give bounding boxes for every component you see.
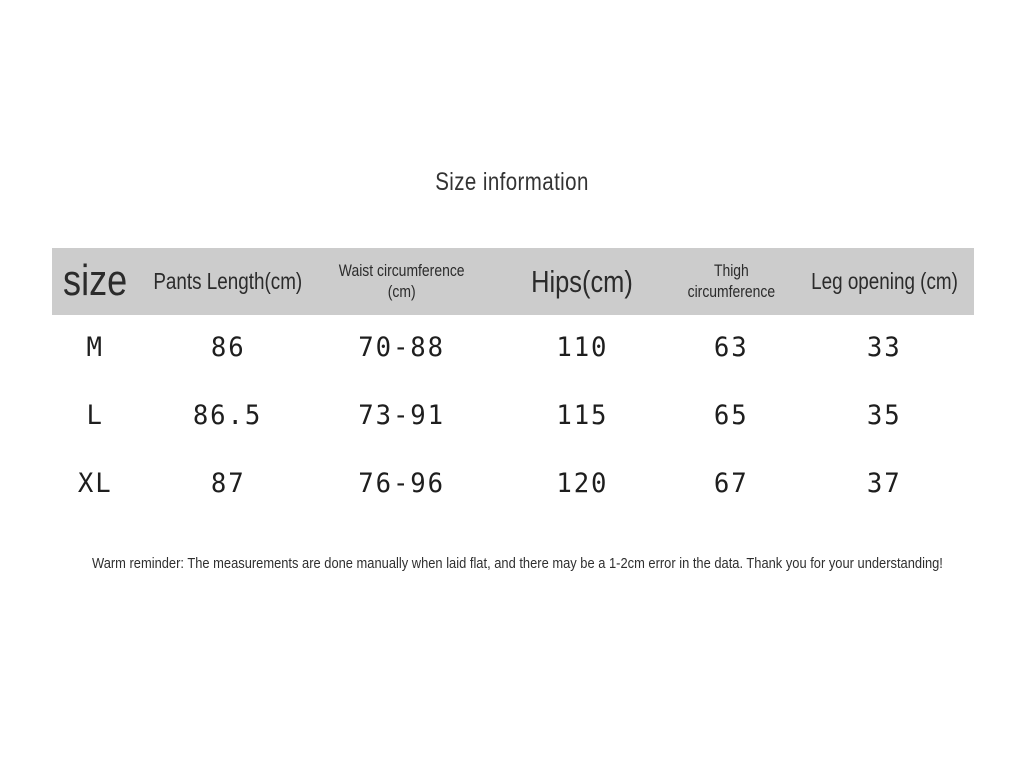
page-title: Size information xyxy=(435,168,589,196)
warm-reminder-note: Warm reminder: The measurements are done manually when laid flat, and there may be a 1-2cm error in the data. Thank you for your understanding! xyxy=(92,555,943,572)
cell-hips xyxy=(507,463,657,503)
cell-size xyxy=(50,463,140,503)
cell-value: 115 xyxy=(555,399,609,431)
cell-pants-length xyxy=(143,463,313,503)
cell-value: 70-88 xyxy=(358,331,446,363)
header-label-pants-length: Pants Length(cm) xyxy=(153,267,303,294)
cell-value: 35 xyxy=(866,399,902,431)
cell-thigh-circumference xyxy=(666,395,796,435)
cell-thigh-circumference xyxy=(666,463,796,503)
header-label-hips: Hips(cm) xyxy=(531,263,633,299)
cell-value: 65 xyxy=(713,399,749,431)
cell-waist-circumference xyxy=(312,327,492,367)
cell-value: XL xyxy=(77,467,113,499)
cell-value: 73-91 xyxy=(358,399,446,431)
cell-value: 67 xyxy=(713,467,749,499)
header-label-size: size xyxy=(62,256,128,306)
cell-leg-opening xyxy=(794,327,974,367)
header-cell-hips xyxy=(507,248,657,315)
header-cell-size xyxy=(50,248,140,315)
cell-leg-opening xyxy=(794,463,974,503)
cell-pants-length xyxy=(143,395,313,435)
cell-hips xyxy=(507,327,657,367)
cell-value: 86.5 xyxy=(193,399,263,431)
cell-waist-circumference xyxy=(312,463,492,503)
cell-value: 33 xyxy=(866,331,902,363)
header-cell-leg-opening xyxy=(794,248,974,315)
header-cell-thigh-circumference xyxy=(666,248,796,315)
cell-pants-length xyxy=(143,327,313,367)
cell-size xyxy=(50,327,140,367)
cell-value: 120 xyxy=(555,467,609,499)
cell-value: 76-96 xyxy=(358,467,446,499)
cell-leg-opening xyxy=(794,395,974,435)
header-label-thigh-circumference: Thigh circumference xyxy=(687,261,775,301)
header-label-waist-circumference: Waist circumference (cm) xyxy=(339,261,465,301)
cell-waist-circumference xyxy=(312,395,492,435)
header-cell-pants-length xyxy=(143,248,313,315)
header-label-leg-opening: Leg opening (cm) xyxy=(810,267,958,294)
cell-size xyxy=(50,395,140,435)
cell-hips xyxy=(507,395,657,435)
cell-value: L xyxy=(86,399,104,431)
cell-value: 63 xyxy=(713,331,749,363)
cell-value: 86 xyxy=(210,331,246,363)
cell-value: 110 xyxy=(555,331,609,363)
cell-thigh-circumference xyxy=(666,327,796,367)
header-cell-waist-circumference xyxy=(312,248,492,315)
cell-value: M xyxy=(86,331,104,363)
cell-value: 87 xyxy=(210,467,246,499)
cell-value: 37 xyxy=(866,467,902,499)
